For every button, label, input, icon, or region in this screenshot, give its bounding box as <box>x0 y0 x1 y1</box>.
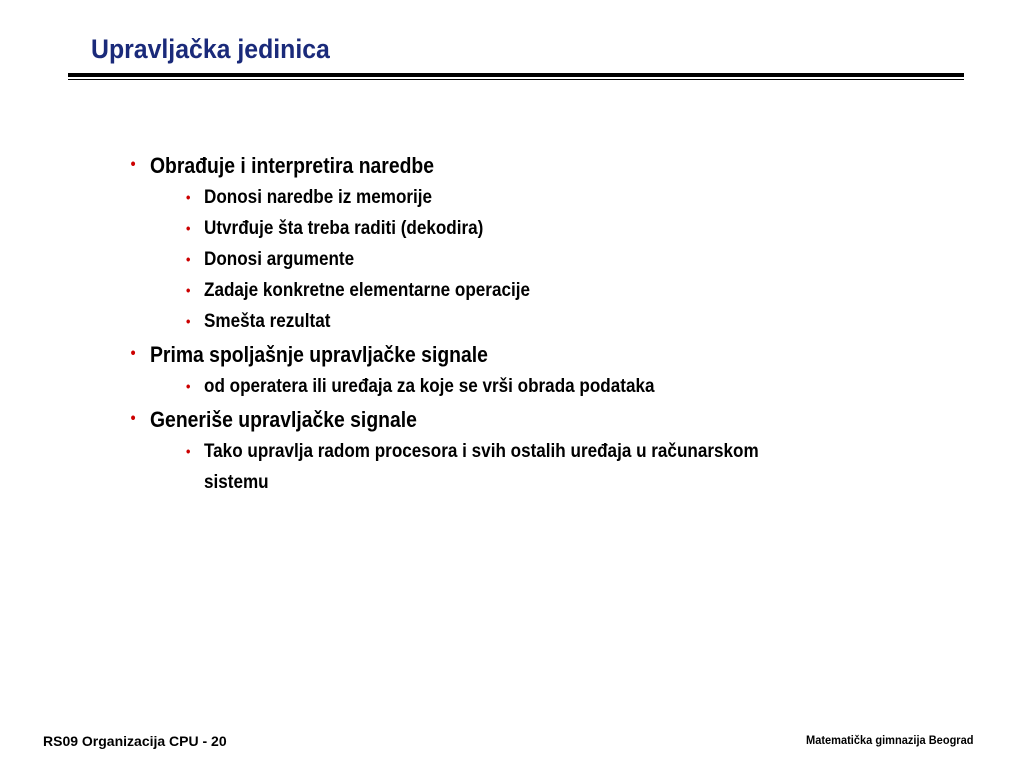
sub-bullet-item <box>186 280 530 302</box>
slide-title: Upravljačka jedinica <box>91 34 330 64</box>
bullet-dot-icon: • <box>130 156 136 173</box>
footer-slide-number: RS09 Organizacija CPU - 20 <box>43 733 227 749</box>
title-rule-thick <box>68 73 964 77</box>
sub-bullet-text: Utvrđuje šta treba raditi (dekodira) <box>204 218 484 239</box>
footer-school-name: Matematička gimnazija Beograd <box>806 733 974 747</box>
sub-bullet-item <box>186 218 484 240</box>
sub-bullet-text: Donosi naredbe iz memorije <box>204 187 433 208</box>
bullet-dot-icon: • <box>130 345 136 362</box>
bullet-dot-icon: • <box>186 378 191 394</box>
bullet-item <box>130 342 488 368</box>
bullet-dot-icon: • <box>186 189 191 205</box>
bullet-dot-icon: • <box>186 313 191 329</box>
bullet-text: Generiše upravljačke signale <box>150 407 417 432</box>
sub-bullet-text: Zadaje konkretne elementarne operacije <box>204 280 530 301</box>
bullet-text: Obrađuje i interpretira naredbe <box>150 153 435 178</box>
bullet-dot-icon: • <box>186 443 191 459</box>
bullet-dot-icon: • <box>130 410 136 427</box>
bullet-dot-icon: • <box>186 282 191 298</box>
sub-bullet-continuation: sistemu <box>204 472 269 493</box>
bullet-text: Prima spoljašnje upravljačke signale <box>150 342 488 367</box>
bullet-dot-icon: • <box>186 251 191 267</box>
sub-bullet-text: Tako upravlja radom procesora i svih ostalih uređaja u računarskom <box>204 441 759 462</box>
sub-bullet-text: Smešta rezultat <box>204 311 331 332</box>
title-rule-thin <box>68 79 964 80</box>
sub-bullet-item <box>186 441 759 463</box>
sub-bullet-text: Donosi argumente <box>204 249 355 270</box>
bullet-dot-icon: • <box>186 220 191 236</box>
sub-bullet-item <box>186 376 655 398</box>
bullet-item <box>130 407 417 433</box>
sub-bullet-item <box>186 187 433 209</box>
sub-bullet-item <box>186 249 355 271</box>
bullet-item <box>130 153 435 179</box>
sub-bullet-text: od operatera ili uređaja za koje se vrši obrada podataka <box>204 376 655 397</box>
sub-bullet-item <box>186 311 331 333</box>
